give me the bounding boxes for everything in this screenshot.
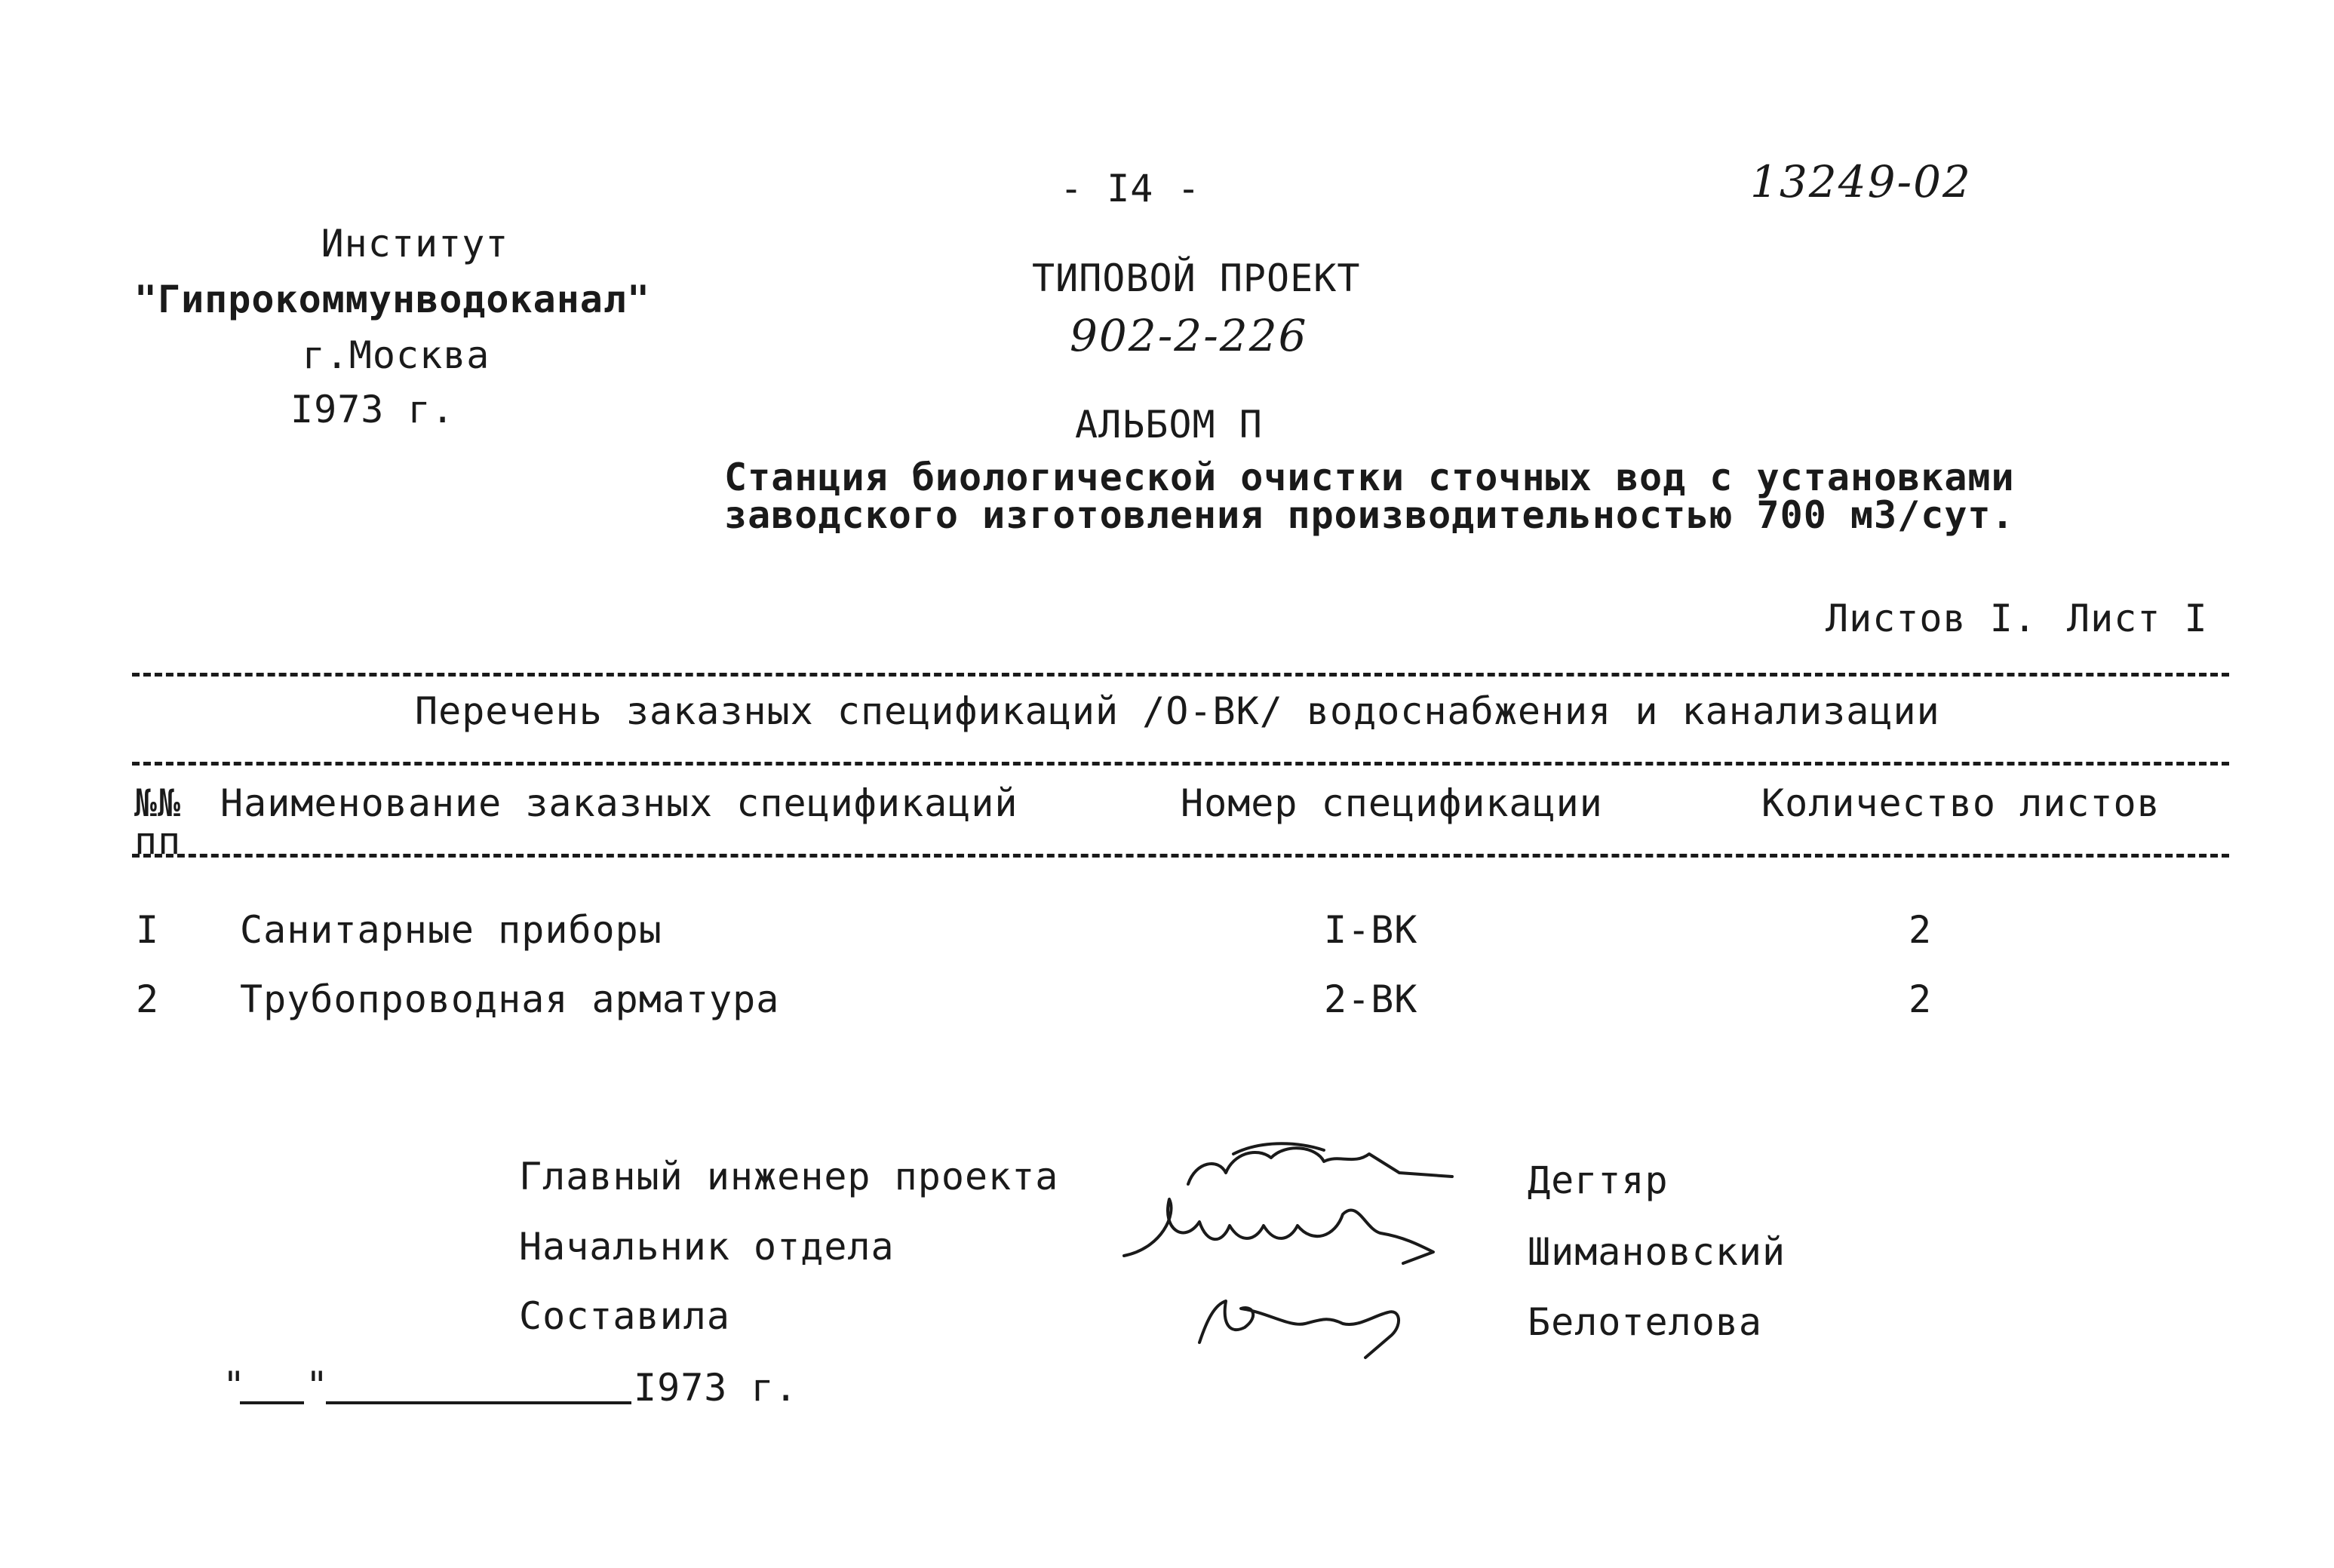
institute-city: г.Москва [302,333,490,377]
institute-label: Институт [321,222,509,265]
signatory-role: Главный инженер проекта [519,1155,1059,1198]
handwritten-signature-shimanovsky [1116,1184,1448,1275]
sheet-current: Лист I [2067,597,2208,640]
archive-number: 13249-02 [1750,156,1972,207]
title-rule [132,762,2229,766]
album-label: АЛЬБОМ П [1075,403,1263,446]
signatory-name: Шимановский [1528,1230,1786,1274]
date-month-blank [326,1401,631,1404]
institute-name: "Гипрокоммунводоканал" [134,278,651,321]
row-number: 2 [136,977,160,1021]
signatory-role: Составила [519,1294,730,1338]
project-number: 902-2-226 [1070,310,1308,361]
row-name: Трубопроводная арматура [240,977,780,1021]
column-header-count: Количество листов [1761,781,2160,825]
column-header-name: Наименование заказных спецификаций [220,781,1018,825]
project-type: ТИПОВОЙ ПРОЕКТ [1032,256,1361,300]
row-spec: I-ВК [1324,908,1418,952]
row-name: Санитарные приборы [240,908,662,952]
handwritten-signature-belotelova [1184,1282,1426,1365]
row-count: 2 [1909,908,1933,952]
row-number: I [136,908,160,952]
column-header-number: №№ [134,781,182,825]
column-header-number-sub: пп [134,819,182,863]
date-day-blank [240,1401,304,1404]
sheets-total: Листов I. [1826,597,2037,640]
header-rule [132,854,2229,858]
column-header-spec: Номер спецификации [1181,781,1603,825]
project-description-line1: Станция биологической очистки сточных вод с установками [724,456,2015,499]
project-description-line2: заводского изготовления производительностью 700 м3/сут. [724,493,2015,537]
row-spec: 2-ВК [1324,977,1418,1021]
date-year: I973 г. [634,1366,798,1410]
date-quote-close: " [306,1364,330,1407]
table-top-rule [132,673,2229,677]
institute-year: I973 г. [290,388,455,431]
page-number: - I4 - [1060,167,1201,210]
row-count: 2 [1909,977,1933,1021]
signatory-role: Начальник отдела [519,1225,895,1269]
signatory-name: Дегтяр [1528,1158,1669,1202]
signatory-name: Белотелова [1528,1300,1763,1344]
table-title: Перечень заказных спецификаций /О-ВК/ водоснабжения и канализации [415,689,1940,733]
date-quote-open: " [223,1364,247,1407]
